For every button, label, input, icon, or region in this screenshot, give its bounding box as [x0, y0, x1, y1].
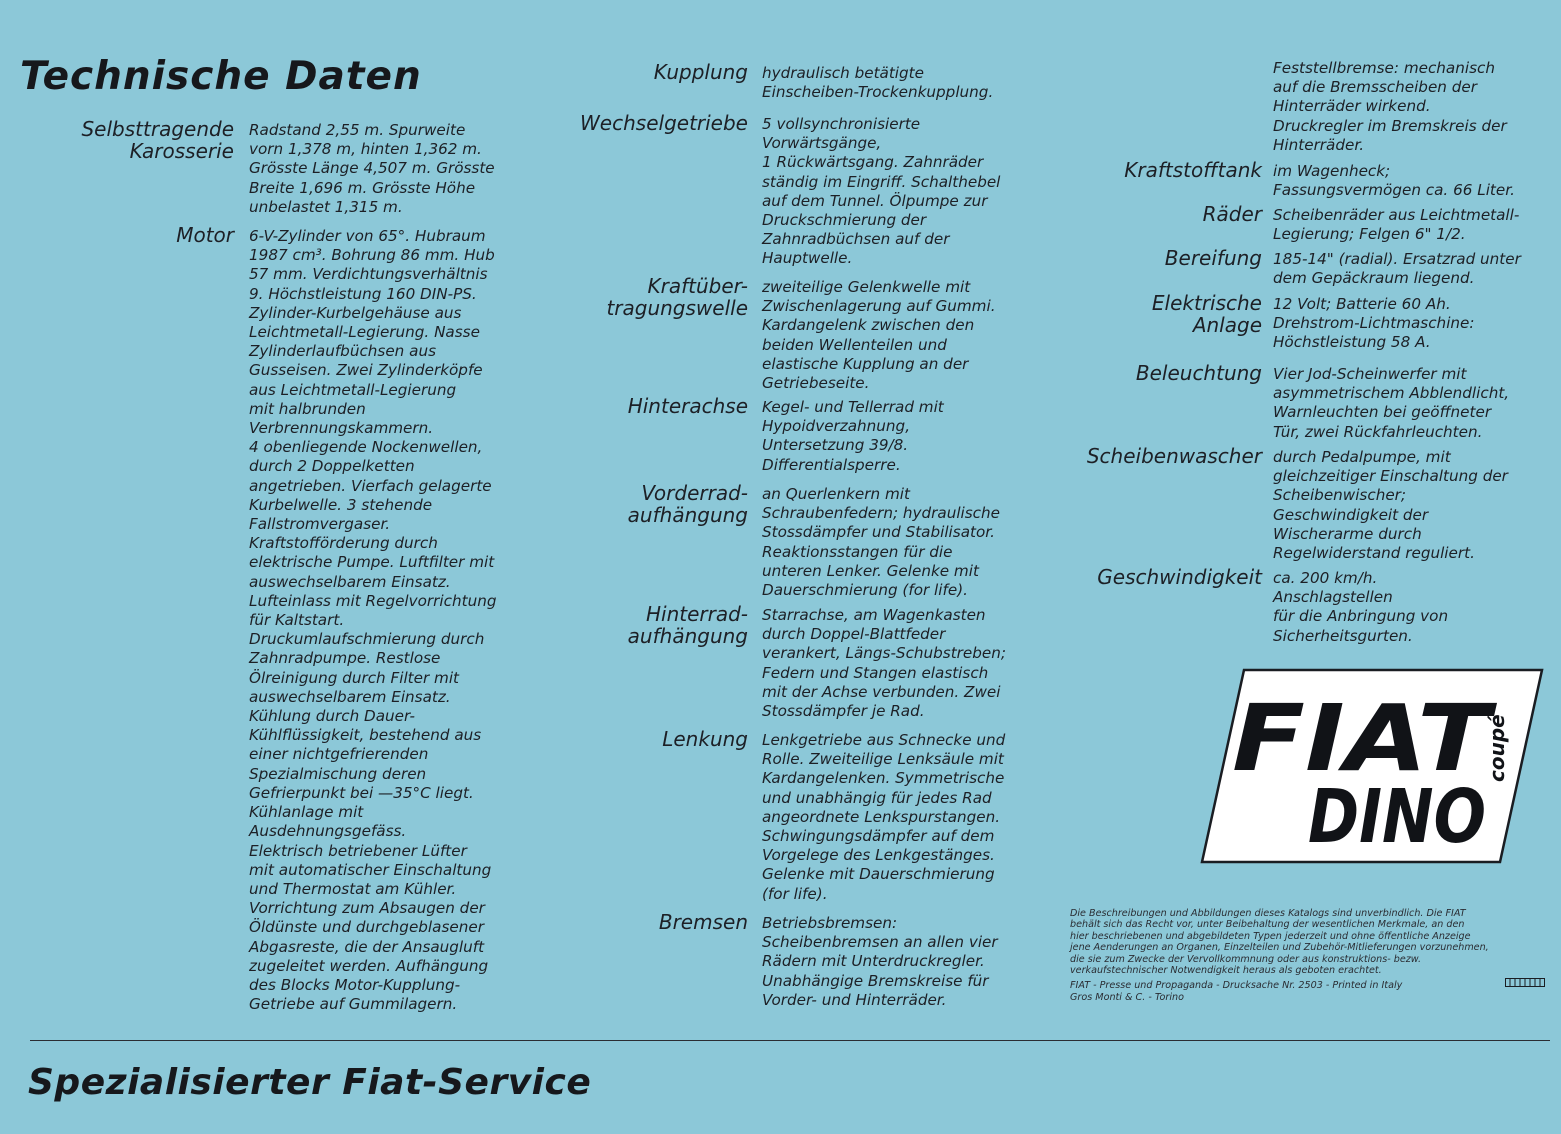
- spec-value-line: Einscheiben-Trockenkupplung.: [762, 83, 994, 102]
- spec-value-line: Vorgelege des Lenkgestänges.: [762, 846, 995, 865]
- disclaimer-line: verkaufstechnischer Notwendigkeit heraus als geboten erachtet.: [1070, 965, 1382, 977]
- spec-label: [0, 112, 748, 134]
- spec-value-line: für Kaltstart.: [249, 611, 345, 630]
- spec-label: [0, 247, 1262, 269]
- spec-value-line: Ölreinigung durch Filter mit: [249, 668, 460, 687]
- spec-value-line: Kurbelwelle. 3 stehende: [249, 495, 433, 514]
- spec-value-line: ständig im Eingriff. Schalthebel: [762, 172, 1001, 191]
- spec-value-line: 57 mm. Verdichtungsverhältnis: [249, 265, 488, 284]
- spec-value-line: Hinterräder.: [1273, 135, 1365, 154]
- spec-value: [1273, 206, 1519, 244]
- spec-value-line: 6-V-Zylinder von 65°. Hubraum: [249, 227, 486, 245]
- spec-value-line: Vorrichtung zum Absaugen der: [249, 899, 485, 918]
- svg-text:FIAT: FIAT: [1232, 685, 1498, 792]
- spec-value-line: und Thermostat am Kühler.: [249, 879, 457, 898]
- spec-value-line: angeordnete Lenkspurstangen.: [762, 807, 1001, 826]
- spec-value: [762, 914, 998, 1010]
- printer-mark: [1505, 978, 1545, 987]
- spec-label-line: Geschwindigkeit: [1097, 565, 1262, 589]
- spec-value: [762, 115, 1000, 269]
- spec-value-line: dem Gepäckraum liegend.: [1273, 269, 1475, 288]
- spec-label: [0, 482, 748, 526]
- spec-value-line: durch 2 Doppelketten: [249, 457, 415, 476]
- spec-value-line: Lufteinlass mit Regelvorrichtung: [249, 591, 497, 610]
- spec-value-line: Untersetzung 39/8.: [762, 436, 909, 455]
- spec-value-line: Druckregler im Bremskreis der: [1273, 116, 1507, 135]
- spec-value: [1273, 365, 1509, 442]
- spec-value-line: verankert, Längs-Schubstreben;: [762, 644, 1006, 663]
- spec-value-line: 9. Höchstleistung 160 DIN-PS.: [249, 284, 477, 303]
- spec-value-line: Scheibenbremsen an allen vier: [762, 933, 998, 952]
- spec-label-line: Bereifung: [1164, 246, 1262, 270]
- spec-value-line: Zahnradpumpe. Restlose: [249, 649, 441, 668]
- disclaimer-line: die sie zum Zwecke der Vervollkommnung oder aus konstruktions- bezw.: [1070, 953, 1422, 965]
- spec-value-line: aus Leichtmetall-Legierung: [249, 380, 457, 399]
- spec-value-line: mit automatischer Einschaltung: [249, 860, 492, 879]
- spec-value-line: Ausdehnungsgefäss.: [249, 822, 407, 841]
- spec-value-line: Fallstromvergaser.: [249, 515, 391, 534]
- spec-value-line: Vorwärtsgänge,: [762, 134, 882, 153]
- spec-value-line: im Wagenheck;: [1273, 162, 1391, 180]
- spec-label-line: Selbsttragende: [81, 117, 234, 141]
- spec-value: [1273, 162, 1515, 200]
- svg-text:DINO: DINO: [1308, 774, 1486, 860]
- spec-value-line: 1987 cm³. Bohrung 86 mm. Hub: [249, 246, 495, 265]
- spec-value: [762, 731, 1005, 904]
- spec-value-line: Getriebe auf Gummilagern.: [249, 995, 458, 1014]
- imprint-line: FIAT - Presse und Propaganda - Drucksache Nr. 2503 - Printed in Italy: [1070, 980, 1403, 992]
- spec-label: [0, 445, 1262, 467]
- spec-value-line: unbelastet 1,315 m.: [249, 197, 403, 216]
- spec-value-line: Schwingungsdämpfer auf dem: [762, 827, 995, 846]
- spec-value-line: Gusseisen. Zwei Zylinderköpfe: [249, 361, 483, 380]
- spec-value-line: 185-14" (radial). Ersatzrad unter: [1273, 250, 1521, 268]
- spec-value-line: Breite 1,696 m. Grösste Höhe: [249, 178, 476, 197]
- spec-value-line: Geschwindigkeit der: [1273, 505, 1429, 524]
- spec-label-line: tragungswelle: [606, 296, 748, 320]
- fiat-dino-coupe-logo: [1196, 664, 1546, 864]
- spec-label-line: Kraftüber-: [647, 274, 748, 298]
- spec-value-line: elektrische Pumpe. Luftfilter mit: [249, 553, 495, 572]
- spec-value: [762, 64, 993, 102]
- spec-value-line: zugeleitet werden. Aufhängung: [249, 956, 489, 975]
- spec-value-line: Fassungsvermögen ca. 66 Liter.: [1273, 181, 1515, 200]
- spec-value-line: Kühlanlage mit: [249, 803, 364, 822]
- spec-value-line: Vier Jod-Scheinwerfer mit: [1273, 365, 1467, 383]
- spec-value-line: beiden Wellenteilen und: [762, 335, 947, 354]
- spec-value-line: Sicherheitsgurten.: [1273, 626, 1413, 645]
- footer-title: Spezialisierter Fiat-Service: [28, 1062, 592, 1103]
- spec-value-line: durch Doppel-Blattfeder: [762, 625, 946, 644]
- spec-value-line: 1 Rückwärtsgang. Zahnräder: [762, 153, 984, 172]
- spec-value: [1273, 569, 1448, 646]
- spec-value-line: Stossdämpfer je Rad.: [762, 702, 925, 721]
- spec-label: [0, 61, 748, 83]
- spec-label: [0, 203, 1262, 225]
- spec-label-line: Hinterachse: [627, 394, 748, 418]
- spec-value-line: Kardangelenken. Symmetrische: [762, 769, 1005, 788]
- spec-label: [0, 159, 1262, 181]
- spec-label-line: aufhängung: [627, 624, 748, 648]
- spec-value-line: Reaktionsstangen für die: [762, 542, 953, 561]
- spec-value-line: Zylinder-Kurbelgehäuse aus: [249, 303, 462, 322]
- imprint-line: Gros Monti & C. - Torino: [1070, 991, 1184, 1003]
- spec-label-line: Karosserie: [129, 139, 234, 163]
- spec-value-line: Kegel- und Tellerrad mit: [762, 398, 944, 416]
- spec-value-line: für die Anbringung von: [1273, 607, 1449, 626]
- spec-value-line: Rädern mit Unterdruckregler.: [762, 952, 985, 971]
- spec-value: [762, 606, 1006, 721]
- spec-value-line: 5 vollsynchronisierte: [762, 115, 921, 133]
- spec-value-line: Differentialsperre.: [762, 455, 901, 474]
- spec-value-line: Legierung; Felgen 6" 1/2.: [1273, 225, 1466, 244]
- spec-value-line: auf die Bremsscheiben der: [1273, 78, 1477, 97]
- footer-rule: [30, 1040, 1550, 1041]
- spec-value-line: Scheibenwischer;: [1273, 486, 1407, 505]
- spec-value-line: vorn 1,378 m, hinten 1,362 m.: [249, 140, 482, 159]
- spec-value-line: Leichtmetall-Legierung. Nasse: [249, 323, 480, 342]
- spec-label-line: Lenkung: [662, 727, 748, 751]
- spec-value-line: an Querlenkern mit: [762, 485, 910, 503]
- spec-value-line: auf dem Tunnel. Ölpumpe zur: [762, 191, 988, 210]
- spec-value-line: Warnleuchten bei geöffneter: [1273, 403, 1492, 422]
- spec-label: [0, 362, 1262, 384]
- spec-value-line: Schraubenfedern; hydraulische: [762, 504, 1000, 523]
- spec-label-line: Motor: [176, 223, 234, 247]
- spec-value-line: Radstand 2,55 m. Spurweite: [249, 121, 466, 139]
- spec-value-line: Zylinderlaufbüchsen aus: [249, 342, 436, 361]
- spec-value-line: Tür, zwei Rückfahrleuchten.: [1273, 422, 1483, 441]
- spec-value-line: 4 obenliegende Nockenwellen,: [249, 438, 483, 457]
- spec-value-line: Wischerarme durch: [1273, 524, 1422, 543]
- spec-value-line: unteren Lenker. Gelenke mit: [762, 561, 979, 580]
- spec-value-line: angetrieben. Vierfach gelagerte: [249, 476, 492, 495]
- spec-label-line: Vorderrad-: [641, 481, 748, 505]
- spec-value-line: Spezialmischung deren: [249, 764, 427, 783]
- spec-value-line: 12 Volt; Batterie 60 Ah.: [1273, 295, 1451, 313]
- spec-value-line: Abgasreste, die der Ansaugluft: [249, 937, 485, 956]
- spec-value-line: auswechselbarem Einsatz.: [249, 572, 451, 591]
- spec-label-line: Räder: [1202, 202, 1262, 226]
- spec-label-line: aufhängung: [627, 503, 748, 527]
- spec-label: [0, 395, 748, 417]
- spec-value-line: Kraftstofförderung durch: [249, 534, 438, 553]
- spec-value-line: Gelenke mit Dauerschmierung: [762, 865, 995, 884]
- spec-value-line: durch Pedalpumpe, mit: [1273, 448, 1451, 466]
- spec-label: [0, 911, 748, 933]
- spec-value-line: Regelwiderstand reguliert.: [1273, 544, 1475, 563]
- spec-value-line: Hinterräder wirkend.: [1273, 97, 1431, 116]
- spec-value: [1273, 59, 1507, 155]
- spec-value-line: ca. 200 km/h.: [1273, 569, 1378, 587]
- spec-value-line: Getriebeseite.: [762, 374, 870, 393]
- spec-label: [0, 728, 748, 750]
- spec-value-line: Verbrennungskammern.: [249, 419, 434, 438]
- spec-label-line: Elektrische: [1151, 291, 1262, 315]
- spec-label-line: Kupplung: [653, 60, 748, 84]
- spec-value-line: Kardangelenk zwischen den: [762, 316, 975, 335]
- spec-value-line: hydraulisch betätigte: [762, 64, 924, 82]
- spec-label-line: Anlage: [1192, 313, 1262, 337]
- spec-label-line: Wechselgetriebe: [580, 111, 748, 135]
- spec-value-line: Vorder- und Hinterräder.: [762, 990, 947, 1009]
- spec-value-line: Kühlflüssigkeit, bestehend aus: [249, 726, 482, 745]
- spec-value-line: auswechselbarem Einsatz.: [249, 687, 451, 706]
- spec-value-line: Elektrisch betriebener Lüfter: [249, 841, 467, 860]
- spec-value-line: Lenkgetriebe aus Schnecke und: [762, 731, 1006, 749]
- spec-value-line: Scheibenräder aus Leichtmetall-: [1273, 206, 1520, 224]
- disclaimer-line: behält sich das Recht vor, unter Beibehaltung der wesentlichen Merkmale, an den: [1070, 919, 1465, 931]
- spec-label: [0, 566, 1262, 588]
- spec-value-line: Öldünste und durchgeblasener: [249, 918, 484, 937]
- spec-value-line: elastische Kupplung an der: [762, 354, 969, 373]
- spec-label-line: Scheibenwascher: [1086, 444, 1262, 468]
- spec-label-line: Hinterrad-: [645, 602, 748, 626]
- spec-value-line: Stossdämpfer und Stabilisator.: [762, 523, 995, 542]
- disclaimer-line: hier beschriebenen und abgebildeten Typen jederzeit und ohne öffentliche Anzeige: [1070, 930, 1471, 942]
- spec-value: [1273, 448, 1508, 563]
- spec-value-line: (for life).: [762, 884, 828, 903]
- page-title: Technische Daten: [20, 54, 422, 99]
- spec-value-line: Starrachse, am Wagenkasten: [762, 606, 986, 624]
- spec-value-line: Rolle. Zweiteilige Lenksäule mit: [762, 750, 1004, 769]
- spec-label-line: Beleuchtung: [1135, 361, 1262, 385]
- spec-value-line: Unabhängige Bremskreise für: [762, 971, 989, 990]
- spec-value-line: asymmetrischem Abblendlicht,: [1273, 384, 1510, 403]
- spec-value-line: und unabhängig für jedes Rad: [762, 788, 992, 807]
- disclaimer-line: jene Aenderungen an Organen, Einzelteilen und Zubehör-Mitlieferungen vorzunehmen,: [1070, 942, 1489, 954]
- spec-value-line: mit der Achse verbunden. Zwei: [762, 682, 1001, 701]
- spec-value: [1273, 250, 1521, 288]
- spec-label-line: Bremsen: [658, 910, 748, 934]
- spec-label: [0, 224, 234, 246]
- spec-value-line: des Blocks Motor-Kupplung-: [249, 975, 461, 994]
- spec-value-line: Zahnradbüchsen auf der: [762, 230, 950, 249]
- spec-label: [0, 292, 1262, 336]
- spec-value-line: Druckumlaufschmierung durch: [249, 630, 485, 649]
- spec-label-line: Kraftstofftank: [1124, 158, 1262, 182]
- spec-value-line: Dauerschmierung (for life).: [762, 581, 968, 600]
- spec-value-line: Kühlung durch Dauer-: [249, 707, 415, 726]
- disclaimer-line: Die Beschreibungen und Abbildungen dieses Katalogs sind unverbindlich. Die FIAT: [1070, 908, 1466, 919]
- spec-value-line: Grösste Länge 4,507 m. Grösste: [249, 159, 495, 178]
- spec-value-line: Federn und Stangen elastisch: [762, 663, 989, 682]
- spec-value-line: Zwischenlagerung auf Gummi.: [762, 297, 996, 316]
- spec-label: [0, 603, 748, 647]
- spec-value-line: Feststellbremse: mechanisch: [1273, 59, 1495, 77]
- spec-value: [1273, 295, 1475, 353]
- spec-value-line: Gefrierpunkt bei —35°C liegt.: [249, 783, 474, 802]
- spec-value-line: gleichzeitiger Einschaltung der: [1273, 467, 1508, 486]
- spec-value-line: zweiteilige Gelenkwelle mit: [762, 278, 971, 296]
- spec-value-line: Höchstleistung 58 A.: [1273, 333, 1431, 352]
- spec-value-line: einer nichtgefrierenden: [249, 745, 429, 764]
- spec-value-line: mit halbrunden: [249, 399, 366, 418]
- spec-value-line: Betriebsbremsen:: [762, 914, 898, 932]
- spec-value-line: Anschlagstellen: [1273, 588, 1393, 607]
- spec-value-line: Druckschmierung der: [762, 211, 927, 230]
- legal-disclaimer: [1070, 908, 1540, 1003]
- spec-value-line: Drehstrom-Lichtmaschine:: [1273, 314, 1475, 333]
- svg-text:coupé: coupé: [1485, 714, 1509, 782]
- spec-value-line: Hypoidverzahnung,: [762, 417, 911, 436]
- spec-value-line: Hauptwelle.: [762, 249, 853, 268]
